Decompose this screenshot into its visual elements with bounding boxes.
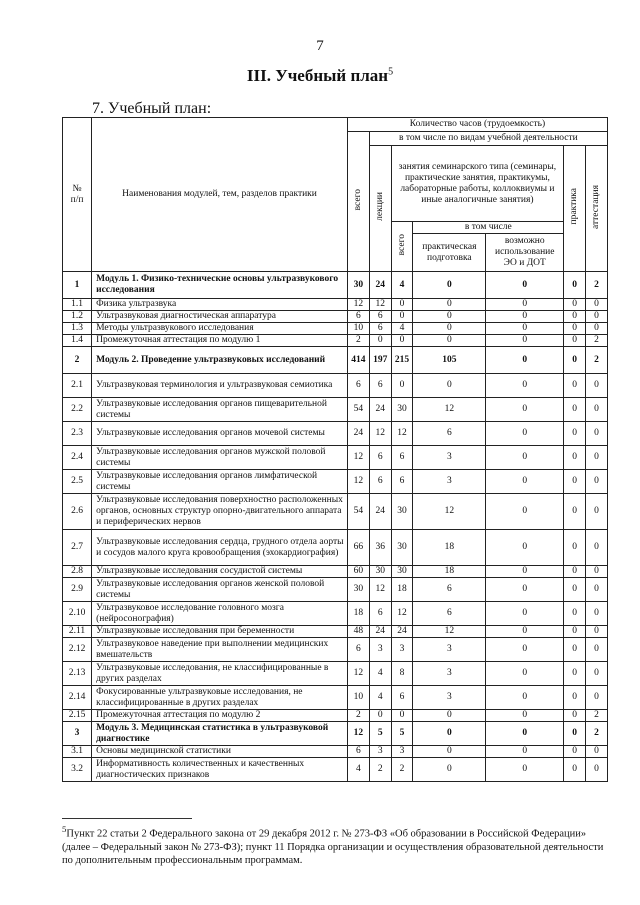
- cell-eo: 0: [486, 347, 564, 374]
- cell-sem: 12: [391, 602, 413, 626]
- cell-att: 2: [586, 272, 608, 299]
- table-row: [63, 638, 608, 662]
- cell-practice: 0: [564, 746, 586, 758]
- cell-num: 1: [63, 272, 92, 299]
- cell-prac: 0: [413, 722, 486, 746]
- cell-name: Ультразвуковые исследования органов мужской половой системы: [92, 446, 348, 470]
- table-row: [63, 578, 608, 602]
- header-practical-training: практическая подготовка: [413, 234, 486, 272]
- cell-name: Ультразвуковая терминология и ультразвуковая семиотика: [92, 374, 348, 398]
- cell-lectures: 6: [369, 311, 391, 323]
- cell-prac: 105: [413, 347, 486, 374]
- table-row: [63, 323, 608, 335]
- cell-sem: 0: [391, 335, 413, 347]
- table-row: [63, 422, 608, 446]
- cell-num: 2.10: [63, 602, 92, 626]
- cell-total: 54: [347, 398, 369, 422]
- cell-num: 2.3: [63, 422, 92, 446]
- header-eo-dot: возможно использование ЭО и ДОТ: [486, 234, 564, 272]
- footnote-divider: [62, 818, 192, 819]
- cell-eo: 0: [486, 686, 564, 710]
- cell-sem: 30: [391, 530, 413, 566]
- table-row: [63, 662, 608, 686]
- cell-prac: 3: [413, 638, 486, 662]
- cell-num: 2.15: [63, 710, 92, 722]
- table-row: [63, 566, 608, 578]
- cell-name: Ультразвуковая диагностическая аппаратура: [92, 311, 348, 323]
- cell-att: 0: [586, 446, 608, 470]
- cell-practice: 0: [564, 347, 586, 374]
- cell-prac: 0: [413, 335, 486, 347]
- cell-name: Информативность количественных и качественных диагностических признаков: [92, 758, 348, 782]
- cell-name: Основы медицинской статистики: [92, 746, 348, 758]
- footnote-text: Пункт 22 статьи 2 Федерального закона от 29 декабря 2012 г. № 273-ФЗ «Об образовании в Российской Федерации» (далее – Федеральный закон № 273-ФЗ); пункт 11 Порядка организации и осуществления образовательной деятельности по дополнительным профессиональным программам.: [62, 828, 604, 866]
- table-row: [63, 602, 608, 626]
- cell-total: 10: [347, 323, 369, 335]
- cell-eo: 0: [486, 335, 564, 347]
- header-practice-text: практика: [569, 188, 580, 225]
- header-hours-total: Количество часов (трудоемкость): [347, 118, 607, 132]
- cell-name: Ультразвуковое исследование головного мозга (нейросонография): [92, 602, 348, 626]
- cell-att: 0: [586, 626, 608, 638]
- cell-total: 6: [347, 311, 369, 323]
- cell-att: 2: [586, 722, 608, 746]
- cell-name: Модуль 1. Физико-технические основы ультразвукового исследования: [92, 272, 348, 299]
- cell-sem: 6: [391, 686, 413, 710]
- cell-prac: 0: [413, 272, 486, 299]
- cell-eo: 0: [486, 746, 564, 758]
- cell-lectures: 4: [369, 662, 391, 686]
- cell-att: 0: [586, 686, 608, 710]
- cell-num: 1.1: [63, 299, 92, 311]
- cell-total: 2: [347, 335, 369, 347]
- cell-total: 2: [347, 710, 369, 722]
- cell-total: 30: [347, 272, 369, 299]
- title-footnote-ref: 5: [388, 66, 394, 78]
- cell-sem: 30: [391, 398, 413, 422]
- cell-practice: 0: [564, 398, 586, 422]
- cell-att: 0: [586, 422, 608, 446]
- cell-total: 6: [347, 374, 369, 398]
- table-body: [63, 272, 608, 782]
- cell-prac: 6: [413, 422, 486, 446]
- cell-sem: 2: [391, 758, 413, 782]
- cell-eo: 0: [486, 638, 564, 662]
- header-attestation-text: аттестация: [591, 184, 602, 229]
- header-incl-activity: в том числе по видам учебной деятельности: [369, 132, 607, 146]
- cell-num: 1.2: [63, 311, 92, 323]
- cell-total: 12: [347, 446, 369, 470]
- cell-sem: 0: [391, 311, 413, 323]
- cell-lectures: 12: [369, 422, 391, 446]
- cell-lectures: 24: [369, 626, 391, 638]
- cell-att: 2: [586, 710, 608, 722]
- cell-total: 12: [347, 299, 369, 311]
- cell-att: 0: [586, 758, 608, 782]
- cell-practice: 0: [564, 722, 586, 746]
- cell-eo: 0: [486, 566, 564, 578]
- cell-att: 0: [586, 311, 608, 323]
- cell-sem: 215: [391, 347, 413, 374]
- cell-total: 60: [347, 566, 369, 578]
- cell-lectures: 12: [369, 578, 391, 602]
- header-lectures: [369, 146, 391, 272]
- cell-name: Ультразвуковые исследования сосудистой системы: [92, 566, 348, 578]
- cell-lectures: 24: [369, 494, 391, 530]
- cell-name: Промежуточная аттестация по модулю 1: [92, 335, 348, 347]
- cell-num: 1.4: [63, 335, 92, 347]
- cell-name: Ультразвуковое наведение при выполнении медицинских вмешательств: [92, 638, 348, 662]
- cell-sem: 3: [391, 746, 413, 758]
- cell-name: Ультразвуковые исследования, не классифицированные в других разделах: [92, 662, 348, 686]
- cell-name: Фокусированные ультразвуковые исследования, не классифицированные в других разделах: [92, 686, 348, 710]
- cell-lectures: 0: [369, 335, 391, 347]
- header-practice: [564, 146, 586, 272]
- header-sem-total-text: всего: [396, 233, 407, 256]
- cell-prac: 12: [413, 626, 486, 638]
- header-num: № п/п: [63, 118, 92, 272]
- table-row: [63, 374, 608, 398]
- footnote: [62, 823, 612, 867]
- cell-eo: 0: [486, 398, 564, 422]
- cell-sem: 30: [391, 494, 413, 530]
- cell-lectures: 30: [369, 566, 391, 578]
- cell-att: 0: [586, 323, 608, 335]
- cell-prac: 3: [413, 662, 486, 686]
- cell-total: 12: [347, 662, 369, 686]
- cell-lectures: 36: [369, 530, 391, 566]
- cell-practice: 0: [564, 335, 586, 347]
- cell-lectures: 3: [369, 746, 391, 758]
- table-row: [63, 446, 608, 470]
- cell-total: 30: [347, 578, 369, 602]
- table-row: [63, 398, 608, 422]
- cell-sem: 4: [391, 323, 413, 335]
- cell-eo: 0: [486, 722, 564, 746]
- cell-lectures: 3: [369, 638, 391, 662]
- cell-practice: 0: [564, 758, 586, 782]
- table-row: [63, 758, 608, 782]
- cell-total: 12: [347, 722, 369, 746]
- cell-practice: 0: [564, 638, 586, 662]
- cell-lectures: 6: [369, 602, 391, 626]
- cell-num: 2.11: [63, 626, 92, 638]
- cell-att: 0: [586, 662, 608, 686]
- cell-name: Ультразвуковые исследования сердца, грудного отдела аорты и сосудов малого круга кровообращения (эхокардиография): [92, 530, 348, 566]
- cell-name: Модуль 3. Медицинская статистика в ультразвуковой диагностике: [92, 722, 348, 746]
- cell-sem: 6: [391, 446, 413, 470]
- cell-att: 0: [586, 602, 608, 626]
- table-row: [63, 710, 608, 722]
- page-number: 7: [316, 38, 324, 54]
- table-row: [63, 530, 608, 566]
- cell-eo: 0: [486, 626, 564, 638]
- cell-lectures: 5: [369, 722, 391, 746]
- cell-total: 414: [347, 347, 369, 374]
- cell-lectures: 197: [369, 347, 391, 374]
- cell-practice: 0: [564, 530, 586, 566]
- cell-att: 0: [586, 746, 608, 758]
- cell-lectures: 12: [369, 299, 391, 311]
- cell-name: Методы ультразвукового исследования: [92, 323, 348, 335]
- cell-name: Ультразвуковые исследования органов пищеварительной системы: [92, 398, 348, 422]
- header-name: Наименования модулей, тем, разделов практики: [92, 118, 348, 272]
- cell-lectures: 6: [369, 470, 391, 494]
- cell-eo: 0: [486, 758, 564, 782]
- cell-total: 6: [347, 638, 369, 662]
- cell-att: 0: [586, 299, 608, 311]
- cell-lectures: 4: [369, 686, 391, 710]
- table-row: [63, 335, 608, 347]
- cell-sem: 6: [391, 470, 413, 494]
- cell-eo: 0: [486, 470, 564, 494]
- cell-sem: 24: [391, 626, 413, 638]
- cell-practice: 0: [564, 578, 586, 602]
- cell-practice: 0: [564, 323, 586, 335]
- cell-prac: 0: [413, 323, 486, 335]
- cell-name: Промежуточная аттестация по модулю 2: [92, 710, 348, 722]
- header-lectures-text: лекции: [374, 192, 385, 221]
- cell-sem: 8: [391, 662, 413, 686]
- table-row: [63, 347, 608, 374]
- cell-att: 2: [586, 347, 608, 374]
- cell-prac: 3: [413, 446, 486, 470]
- cell-lectures: 24: [369, 272, 391, 299]
- cell-num: 2.14: [63, 686, 92, 710]
- cell-num: 2.6: [63, 494, 92, 530]
- cell-prac: 3: [413, 470, 486, 494]
- cell-att: 0: [586, 470, 608, 494]
- table-row: [63, 494, 608, 530]
- cell-total: 54: [347, 494, 369, 530]
- page-title: [0, 66, 640, 86]
- cell-num: 2.1: [63, 374, 92, 398]
- cell-att: 0: [586, 374, 608, 398]
- cell-total: 66: [347, 530, 369, 566]
- cell-att: 2: [586, 335, 608, 347]
- cell-eo: 0: [486, 323, 564, 335]
- cell-prac: 0: [413, 746, 486, 758]
- cell-att: 0: [586, 398, 608, 422]
- cell-prac: 0: [413, 710, 486, 722]
- cell-num: 2: [63, 347, 92, 374]
- header-sem-total: [391, 222, 413, 272]
- cell-name: Ультразвуковые исследования органов мочевой системы: [92, 422, 348, 446]
- cell-num: 2.13: [63, 662, 92, 686]
- table-row: [63, 746, 608, 758]
- cell-eo: 0: [486, 299, 564, 311]
- cell-total: 24: [347, 422, 369, 446]
- cell-eo: 0: [486, 422, 564, 446]
- table-row: [63, 722, 608, 746]
- cell-total: 12: [347, 470, 369, 494]
- cell-practice: 0: [564, 299, 586, 311]
- header-total: [347, 132, 369, 272]
- cell-practice: 0: [564, 470, 586, 494]
- cell-sem: 18: [391, 578, 413, 602]
- cell-total: 4: [347, 758, 369, 782]
- cell-practice: 0: [564, 710, 586, 722]
- cell-num: 2.12: [63, 638, 92, 662]
- cell-prac: 0: [413, 374, 486, 398]
- cell-name: Физика ультразвука: [92, 299, 348, 311]
- cell-practice: 0: [564, 686, 586, 710]
- cell-num: 3.2: [63, 758, 92, 782]
- footnote-mark: 5: [62, 824, 67, 834]
- cell-lectures: 2: [369, 758, 391, 782]
- cell-prac: 3: [413, 686, 486, 710]
- cell-prac: 6: [413, 602, 486, 626]
- cell-lectures: 6: [369, 374, 391, 398]
- cell-total: 10: [347, 686, 369, 710]
- cell-eo: 0: [486, 530, 564, 566]
- table-row: [63, 311, 608, 323]
- cell-num: 2.9: [63, 578, 92, 602]
- table-row: [63, 299, 608, 311]
- cell-name: Модуль 2. Проведение ультразвуковых исследований: [92, 347, 348, 374]
- cell-lectures: 24: [369, 398, 391, 422]
- cell-eo: 0: [486, 494, 564, 530]
- cell-prac: 18: [413, 566, 486, 578]
- cell-practice: 0: [564, 446, 586, 470]
- cell-name: Ультразвуковые исследования органов женской половой системы: [92, 578, 348, 602]
- cell-att: 0: [586, 578, 608, 602]
- title-text: III. Учебный план: [246, 66, 389, 85]
- cell-total: 48: [347, 626, 369, 638]
- cell-sem: 0: [391, 710, 413, 722]
- cell-att: 0: [586, 566, 608, 578]
- cell-num: 1.3: [63, 323, 92, 335]
- cell-eo: 0: [486, 710, 564, 722]
- cell-name: Ультразвуковые исследования поверхностно расположенных органов, основных структур опорно-двигательного аппарата и периферических нервов: [92, 494, 348, 530]
- cell-prac: 18: [413, 530, 486, 566]
- cell-prac: 12: [413, 494, 486, 530]
- header-incl: в том числе: [413, 222, 564, 234]
- header-seminar: занятия семинарского типа (семинары, практические занятия, практикумы, лабораторные работы, коллоквиумы и иные аналогичные занятия): [391, 146, 564, 222]
- cell-num: 3.1: [63, 746, 92, 758]
- cell-num: 3: [63, 722, 92, 746]
- cell-sem: 0: [391, 374, 413, 398]
- cell-sem: 12: [391, 422, 413, 446]
- cell-practice: 0: [564, 626, 586, 638]
- cell-prac: 0: [413, 311, 486, 323]
- cell-practice: 0: [564, 494, 586, 530]
- cell-num: 2.5: [63, 470, 92, 494]
- cell-lectures: 0: [369, 710, 391, 722]
- cell-num: 2.8: [63, 566, 92, 578]
- cell-num: 2.2: [63, 398, 92, 422]
- cell-prac: 12: [413, 398, 486, 422]
- cell-eo: 0: [486, 311, 564, 323]
- cell-prac: 0: [413, 299, 486, 311]
- table-row: [63, 686, 608, 710]
- table-row: [63, 470, 608, 494]
- cell-eo: 0: [486, 272, 564, 299]
- cell-sem: 4: [391, 272, 413, 299]
- curriculum-table: [62, 117, 608, 782]
- cell-eo: 0: [486, 578, 564, 602]
- cell-eo: 0: [486, 662, 564, 686]
- cell-num: 2.7: [63, 530, 92, 566]
- cell-sem: 30: [391, 566, 413, 578]
- cell-num: 2.4: [63, 446, 92, 470]
- cell-att: 0: [586, 530, 608, 566]
- cell-practice: 0: [564, 662, 586, 686]
- cell-sem: 5: [391, 722, 413, 746]
- cell-total: 18: [347, 602, 369, 626]
- cell-practice: 0: [564, 422, 586, 446]
- cell-prac: 0: [413, 758, 486, 782]
- table-row: [63, 272, 608, 299]
- cell-lectures: 6: [369, 323, 391, 335]
- cell-lectures: 6: [369, 446, 391, 470]
- cell-practice: 0: [564, 311, 586, 323]
- cell-name: Ультразвуковые исследования при беременности: [92, 626, 348, 638]
- cell-att: 0: [586, 494, 608, 530]
- cell-prac: 6: [413, 578, 486, 602]
- cell-practice: 0: [564, 374, 586, 398]
- cell-sem: 0: [391, 299, 413, 311]
- header-total-text: всего: [352, 188, 363, 211]
- table-header: [63, 118, 608, 272]
- cell-eo: 0: [486, 374, 564, 398]
- cell-sem: 3: [391, 638, 413, 662]
- cell-practice: 0: [564, 566, 586, 578]
- cell-eo: 0: [486, 446, 564, 470]
- cell-eo: 0: [486, 602, 564, 626]
- table-row: [63, 626, 608, 638]
- section-subtitle: 7. Учебный план:: [92, 100, 212, 117]
- header-attestation: [586, 146, 608, 272]
- cell-practice: 0: [564, 272, 586, 299]
- cell-att: 0: [586, 638, 608, 662]
- cell-total: 6: [347, 746, 369, 758]
- cell-practice: 0: [564, 602, 586, 626]
- cell-name: Ультразвуковые исследования органов лимфатической системы: [92, 470, 348, 494]
